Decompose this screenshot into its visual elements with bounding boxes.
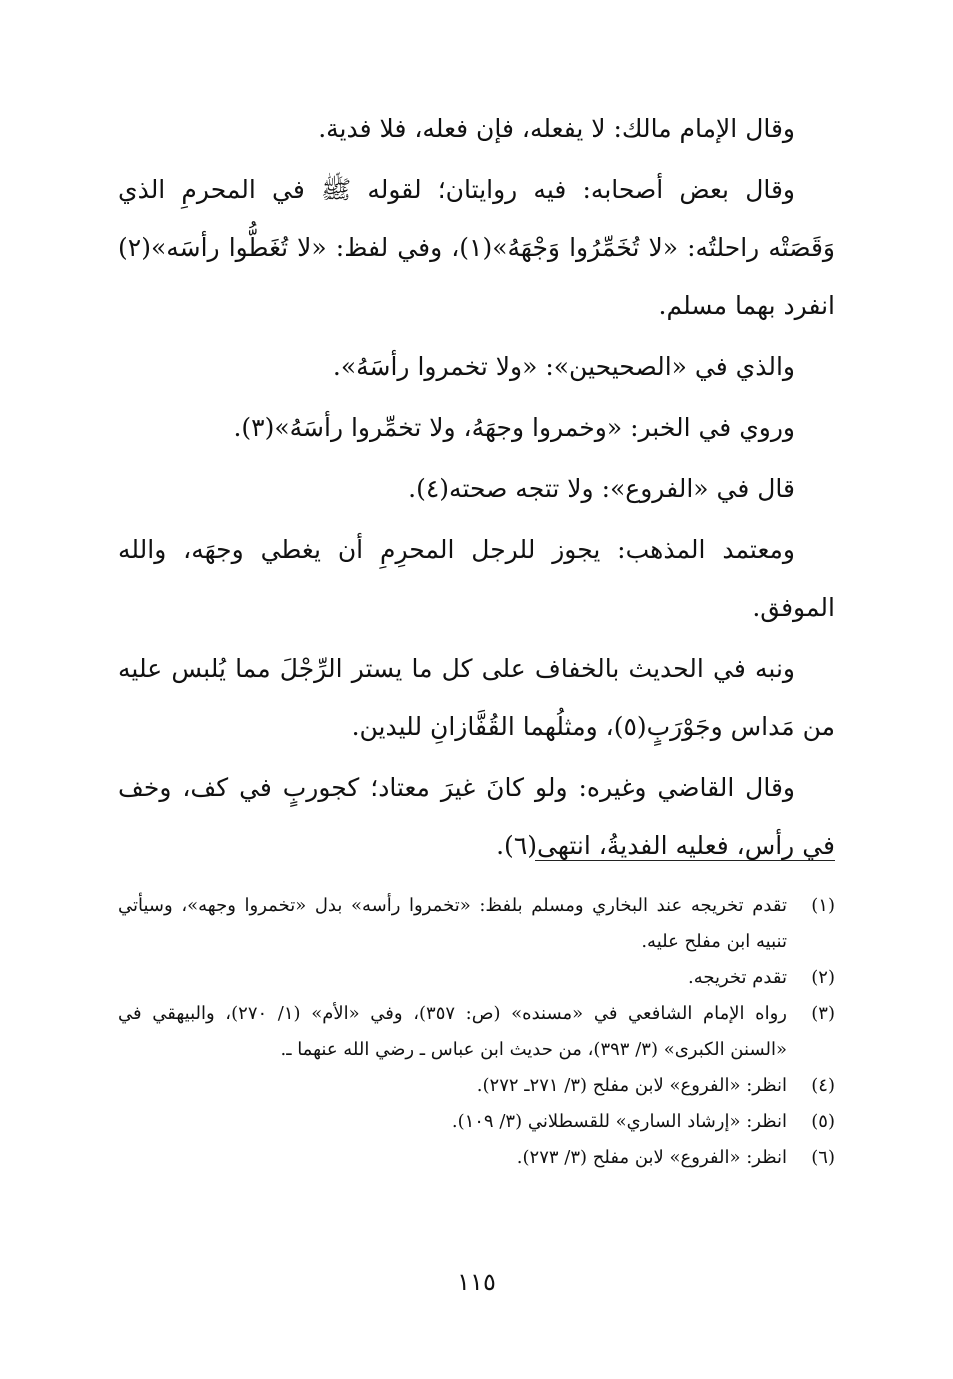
footnote-divider [535, 860, 835, 861]
footnote-text: انظر: «الفروع» لابن مفلح (٣/ ٢٧٣). [516, 1147, 787, 1168]
paragraph: وقال بعض أصحابه: فيه روايتان؛ لقوله ﷺ في المحرمِ الذي وَقَصَتْه راحلتُه: «لا تُخَمِّرُوا وَجْهَهُ»(١)، وفي لفظ: «لا تُغَطُّوا رأسَه»(٢) انفرد بهما مسلم. [118, 175, 835, 320]
paragraph: ونبه في الحديث بالخفاف على كل ما يستر الرِّجْلَ مما يُلبس عليه من مَداس وجَوْرَبٍ(٥)، ومثلُهما القُفَّازانِ لليدين. [118, 654, 835, 741]
footnote-text: انظر: «إرشاد الساري» للقسطلاني (٣/ ١٠٩). [451, 1111, 787, 1132]
footnote-text: انظر: «الفروع» لابن مفلح (٣/ ٢٧١ـ ٢٧٢). [476, 1075, 787, 1096]
paragraph: ومعتمد المذهب: يجوز للرجل المحرِمِ أن يغطي وجهَه، والله الموفق. [118, 535, 835, 622]
footnote-number: (٥) [811, 1111, 835, 1132]
footnote-number: (٤) [811, 1075, 835, 1096]
page-number: ١١٥ [457, 1268, 496, 1296]
paragraph: وقال القاضي وغيره: ولو كانَ غيرَ معتاد؛ كجوربٍ في كف، وخف في رأس، فعليه الفديةُ، انتهى(٦). [118, 773, 835, 860]
footnote [118, 888, 835, 960]
footnote [118, 1104, 835, 1140]
footnote-text: تقدم تخريجه عند البخاري ومسلم بلفظ: «تخمروا رأسه» بدل «تخمروا وجهه»، وسيأتي تنبيه ابن مفلح عليه. [118, 895, 787, 952]
footnote-text: رواه الإمام الشافعي في «مسنده» (ص: ٣٥٧)، وفي «الأم» (١/ ٢٧٠)، والبيهقي في «السنن الكبرى» (٣/ ٣٩٣)، من حديث ابن عباس ـ رضي الله عنهما ـ. [118, 1003, 787, 1060]
paragraph: وروي في الخبر: «وخمروا وجهَهُ، ولا تخمِّروا رأسَهُ»(٣). [233, 413, 795, 442]
footnote [118, 960, 835, 996]
main-text [118, 100, 835, 875]
footnote [118, 1140, 835, 1176]
paragraph: وقال الإمام مالك: لا يفعله، فإن فعله، فلا فدية. [318, 114, 795, 143]
footnote-number: (١) [811, 895, 835, 916]
footnote-text: تقدم تخريجه. [688, 967, 787, 988]
footnote-number: (٦) [811, 1147, 835, 1168]
footnotes [118, 888, 835, 1176]
footnote-number: (٣) [811, 1003, 835, 1024]
footnote [118, 996, 835, 1068]
paragraph: قال في «الفروع»: ولا تتجه صحته(٤). [408, 474, 795, 503]
footnote-number: (٢) [811, 967, 835, 988]
paragraph: والذي في «الصحيحين»: «ولا تخمروا رأسَهُ». [332, 352, 795, 381]
footnote [118, 1068, 835, 1104]
